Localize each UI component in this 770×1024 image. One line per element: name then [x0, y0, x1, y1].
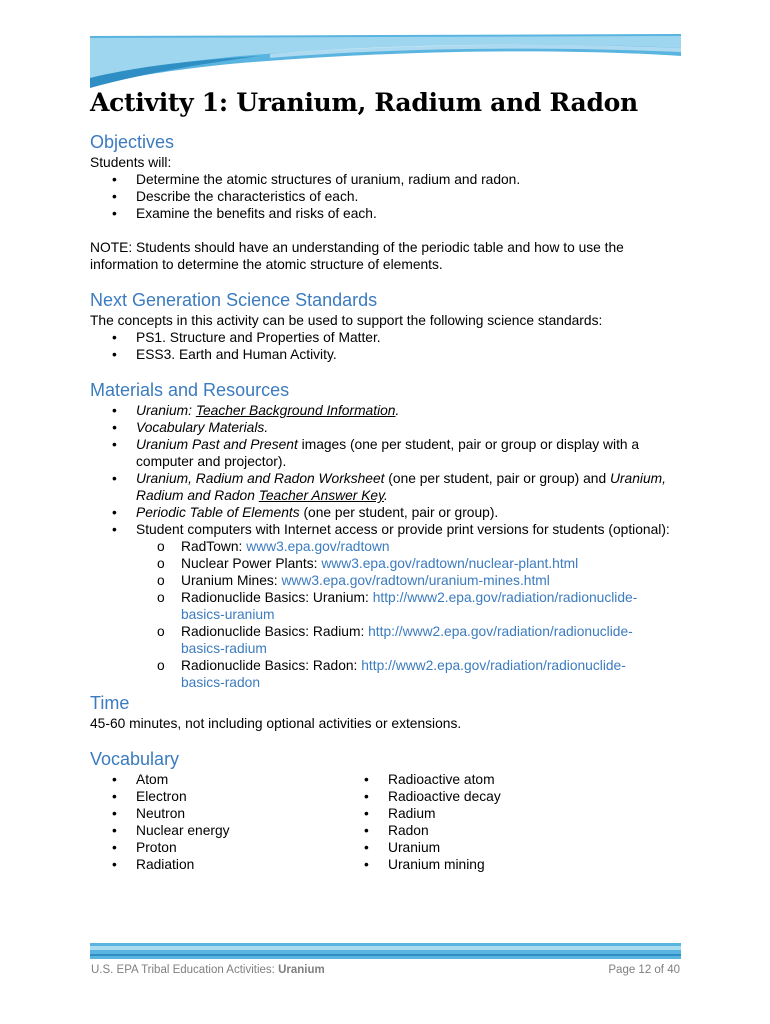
vocabulary-list-right	[364, 771, 664, 873]
resource-item: o Radionuclide Basics: Uranium: http://www2.epa.gov/radiation/radionuclide- basics-uranium	[157, 589, 690, 623]
list-item: • Uranium Past and Present images (one per student, pair or group or display with a computer and projector).	[112, 436, 690, 470]
resource-item: o Radionuclide Basics: Radon: http://www2.epa.gov/radiation/radionuclide- basics-radon	[157, 657, 690, 691]
materials-heading: Materials and Resources	[90, 380, 290, 400]
list-item: • Vocabulary Materials.	[112, 419, 690, 436]
radium-basics-link[interactable]: http://www2.epa.gov/radiation/radionuclide- basics-radium	[181, 624, 633, 656]
list-item: • Examine the benefits and risks of each.	[112, 205, 690, 222]
footer-source: U.S. EPA Tribal Education Activities: Uranium	[91, 964, 325, 976]
main-content	[90, 130, 690, 873]
objectives-heading: Objectives	[90, 132, 175, 152]
resource-links-list	[136, 538, 690, 691]
ngss-list	[90, 329, 690, 363]
time-text: 45-60 minutes, not including optional activities or extensions.	[90, 716, 462, 731]
list-item: • Neutron	[112, 805, 364, 822]
objectives-list	[90, 171, 690, 222]
radon-basics-link[interactable]: http://www2.epa.gov/radiation/radionuclide- basics-radon	[181, 658, 626, 690]
teacher-background-link[interactable]: Teacher Background Information	[195, 403, 396, 418]
uranium-basics-link[interactable]: http://www2.epa.gov/radiation/radionuclide- basics-uranium	[181, 590, 638, 622]
vocabulary-list-left	[90, 771, 364, 873]
vocabulary-heading: Vocabulary	[90, 749, 180, 769]
list-item: • Radioactive atom	[364, 771, 664, 788]
list-item: • Atom	[112, 771, 364, 788]
list-item: • Student computers with Internet access or provide print versions for students (optional): o RadTown: www3.epa.gov/radtown o Nuclear Power Plants: www3.epa.gov/radtown/nuclear-plant.html o Uranium Mines: www3.epa.gov/radtown/uranium-mines.html o Radionuclide Basics: Uranium: http://www2.epa.gov/radiation/radionuclide- basics-uranium o Radionuclide Basics: Radium: http://www2.epa.gov/radiation/radionuclide- basics-radium o Radionuclide Basics: Radon: http://www2.epa.gov/radiation/radionuclide- basics-radon	[112, 521, 690, 691]
list-item: • Describe the characteristics of each.	[112, 188, 690, 205]
ngss-heading: Next Generation Science Standards	[90, 290, 378, 310]
radtown-link[interactable]: www3.epa.gov/radtown	[246, 539, 390, 554]
list-item: • Periodic Table of Elements (one per student, pair or group).	[112, 504, 690, 521]
page-title: Activity 1: Uranium, Radium and Radon	[90, 88, 638, 117]
list-item: • Radium	[364, 805, 664, 822]
page-number: Page 12 of 40	[608, 964, 680, 976]
resource-item: o Nuclear Power Plants: www3.epa.gov/radtown/nuclear-plant.html	[157, 555, 690, 572]
list-item: • Uranium mining	[364, 856, 664, 873]
note-text: NOTE: Students should have an understanding of the periodic table and how to use the information to determine the atomic structure of elements.	[90, 240, 624, 272]
list-item: • Radioactive decay	[364, 788, 664, 805]
list-item: • ESS3. Earth and Human Activity.	[112, 346, 690, 363]
list-item: • Determine the atomic structures of uranium, radium and radon.	[112, 171, 690, 188]
objectives-intro: Students will:	[90, 155, 172, 170]
list-item: • Uranium: Teacher Background Information.	[112, 402, 690, 419]
list-item: • Nuclear energy	[112, 822, 364, 839]
list-item: • Radiation	[112, 856, 364, 873]
list-item: • Uranium, Radium and Radon Worksheet (one per student, pair or group) and Uranium, Radium and Radon Teacher Answer Key.	[112, 470, 690, 504]
vocabulary-columns	[90, 771, 690, 873]
uranium-mines-link[interactable]: www3.epa.gov/radtown/uranium-mines.html	[281, 573, 550, 588]
list-item: • Radon	[364, 822, 664, 839]
resource-item: o Uranium Mines: www3.epa.gov/radtown/uranium-mines.html	[157, 572, 690, 589]
nuclear-plant-link[interactable]: www3.epa.gov/radtown/nuclear-plant.html	[321, 556, 579, 571]
footer-banner	[90, 943, 681, 959]
header-banner	[90, 34, 681, 88]
list-item: • Electron	[112, 788, 364, 805]
resource-item: o Radionuclide Basics: Radium: http://www2.epa.gov/radiation/radionuclide- basics-radium	[157, 623, 690, 657]
materials-list	[90, 402, 690, 691]
list-item: • PS1. Structure and Properties of Matter.	[112, 329, 690, 346]
time-heading: Time	[90, 693, 130, 713]
resource-item: o RadTown: www3.epa.gov/radtown	[157, 538, 690, 555]
list-item: • Proton	[112, 839, 364, 856]
teacher-answer-key-link[interactable]: Teacher Answer Key	[258, 488, 384, 503]
list-item: • Uranium	[364, 839, 664, 856]
ngss-intro: The concepts in this activity can be used to support the following science standards:	[90, 313, 603, 328]
